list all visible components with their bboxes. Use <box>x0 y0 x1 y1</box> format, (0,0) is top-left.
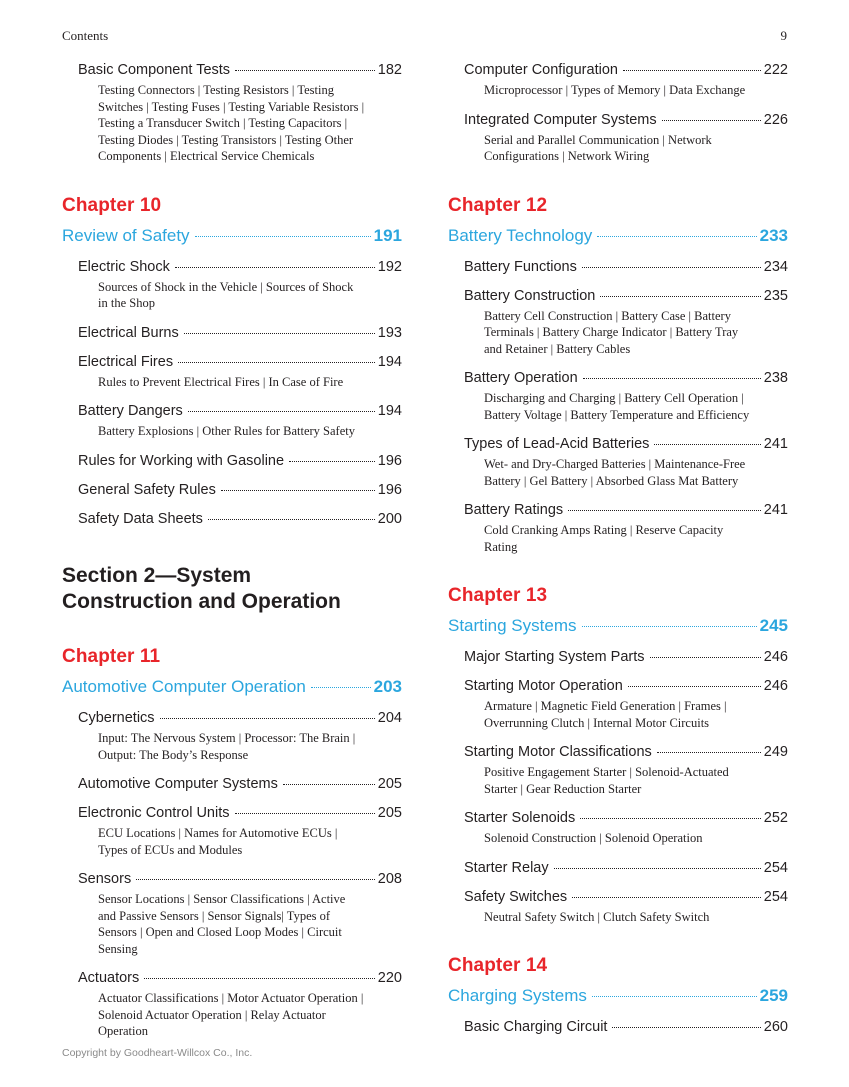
leader-dots <box>136 879 375 880</box>
toc-entry-label: General Safety Rules <box>78 481 216 498</box>
leader-dots <box>289 461 375 462</box>
leader-dots <box>597 236 756 237</box>
toc-entry[interactable] <box>464 810 788 826</box>
toc-entry-page: 200 <box>377 510 402 527</box>
leader-dots <box>184 333 375 334</box>
toc-entry[interactable] <box>464 370 788 386</box>
toc-entry-page: 249 <box>763 744 788 760</box>
leader-dots <box>188 411 375 412</box>
leader-dots <box>221 490 375 491</box>
toc-entry-page: 205 <box>377 805 402 822</box>
toc-entry-label: Starter Relay <box>464 859 549 876</box>
chapter-title-label: Battery Technology <box>448 225 593 245</box>
chapter-number-heading: Chapter 10 <box>62 194 162 216</box>
toc-subtopics: Discharging and Charging | Battery Cell Operation | Battery Voltage | Battery Temperature and Efficiency <box>484 391 750 422</box>
leader-dots <box>580 818 761 819</box>
toc-entry-label: Cybernetics <box>78 710 155 727</box>
toc-subtopics: Solenoid Construction | Solenoid Operation <box>484 831 703 845</box>
leader-dots <box>311 687 371 688</box>
chapter-title-page: 245 <box>759 616 788 635</box>
toc-subtopics: Rules to Prevent Electrical Fires | In Case of Fire <box>98 374 344 389</box>
toc-entry-label: Integrated Computer Systems <box>464 111 657 128</box>
toc-entry-page: 254 <box>763 859 788 876</box>
toc-entry-page: 192 <box>377 258 402 275</box>
toc-entry[interactable] <box>464 744 788 760</box>
toc-entry-label: Safety Data Sheets <box>78 510 203 527</box>
chapter-title-label: Starting Systems <box>448 616 577 635</box>
leader-dots <box>283 784 375 785</box>
toc-entry[interactable] <box>78 511 402 527</box>
toc-subtopics: Testing Connectors | Testing Resistors | Testing Switches | Testing Fuses | Testing Variable Resistors | Testing a Transducer Switch | Testing Capacitors | Testing Diodes | Testing Transistors | Testing Other Components | Electrical Service Chemicals <box>98 83 365 163</box>
leader-dots <box>650 657 761 658</box>
toc-subtopics: Actuator Classifications | Motor Actuator Operation | Solenoid Actuator Operation | Relay Actuator Operation <box>98 991 364 1039</box>
toc-entry-label: Basic Component Tests <box>78 62 231 78</box>
chapter-title-entry[interactable] <box>62 226 402 246</box>
leader-dots <box>195 236 371 237</box>
leader-dots <box>612 1027 760 1028</box>
leader-dots <box>235 70 375 71</box>
toc-subtopics: Sensor Locations | Sensor Classifications | Active and Passive Sensors | Sensor Signals| Types of Sensors | Open and Closed Loop Modes | Circuit Sensing <box>98 892 346 956</box>
toc-entry[interactable] <box>464 288 788 304</box>
chapter-title-label: Review of Safety <box>62 225 190 245</box>
section-heading: Section 2—System Construction and Operation <box>62 563 341 614</box>
toc-entry-page: 246 <box>763 678 788 694</box>
toc-entry[interactable] <box>464 889 788 905</box>
toc-entry-page: 241 <box>763 436 788 452</box>
toc-entry-label: Starter Solenoids <box>464 810 576 826</box>
leader-dots <box>178 362 375 363</box>
toc-entry-label: Sensors <box>78 871 132 888</box>
chapter-number-heading: Chapter 14 <box>448 955 548 976</box>
leader-dots <box>144 978 375 979</box>
chapter-title-entry[interactable] <box>448 226 788 246</box>
toc-entry-label: Battery Dangers <box>78 403 183 419</box>
toc-entry-label: Battery Construction <box>464 287 596 304</box>
toc-entry-page: 182 <box>377 62 402 78</box>
toc-entry-label: Electric Shock <box>78 258 170 275</box>
toc-entry[interactable] <box>464 678 788 694</box>
toc-entry-page: 220 <box>377 970 402 987</box>
toc-entry-label: Safety Switches <box>464 888 568 905</box>
toc-entry-page: 234 <box>763 258 788 275</box>
toc-subtopics: Input: The Nervous System | Processor: The Brain | Output: The Body’s Response <box>98 731 356 762</box>
toc-entry-label: Battery Operation <box>464 370 578 386</box>
toc-entry[interactable] <box>78 453 402 469</box>
chapter-title-entry[interactable] <box>448 986 788 1006</box>
chapter-title-entry[interactable] <box>448 616 788 636</box>
toc-entry-page: 196 <box>377 452 402 469</box>
toc-entry[interactable] <box>464 259 788 275</box>
leader-dots <box>657 752 761 753</box>
toc-entry-page: 194 <box>377 353 402 370</box>
toc-entry[interactable] <box>78 354 402 370</box>
toc-subtopics: Cold Cranking Amps Rating | Reserve Capacity Rating <box>484 523 724 554</box>
toc-entry[interactable] <box>78 482 402 498</box>
toc-entry-page: 226 <box>763 111 788 128</box>
toc-column-left <box>62 62 402 1040</box>
toc-entry-page: 246 <box>763 649 788 665</box>
toc-entry[interactable] <box>78 710 402 726</box>
leader-dots <box>592 996 757 997</box>
toc-entry-label: Automotive Computer Systems <box>78 776 278 793</box>
toc-entry[interactable] <box>78 62 402 78</box>
chapter-title-label: Automotive Computer Operation <box>62 677 306 697</box>
toc-entry[interactable] <box>78 871 402 887</box>
leader-dots <box>582 626 757 627</box>
toc-entry-page: 193 <box>377 324 402 341</box>
toc-entry-page: 204 <box>377 710 402 727</box>
toc-entry[interactable] <box>464 436 788 452</box>
toc-entry-page: 208 <box>377 871 402 888</box>
leader-dots <box>654 444 760 445</box>
toc-entry-page: 241 <box>763 502 788 518</box>
toc-entry-label: Starting Motor Operation <box>464 678 623 694</box>
toc-entry[interactable] <box>78 805 402 821</box>
toc-entry[interactable] <box>464 1019 788 1035</box>
leader-dots <box>175 267 375 268</box>
leader-dots <box>628 686 761 687</box>
leader-dots <box>572 897 761 898</box>
leader-dots <box>160 718 375 719</box>
chapter-title-page: 191 <box>373 225 402 245</box>
toc-entry[interactable] <box>78 403 402 419</box>
toc-subtopics: Microprocessor | Types of Memory | Data Exchange <box>484 83 746 97</box>
copyright-notice: Copyright by Goodheart-Willcox Co., Inc. <box>62 1047 253 1059</box>
leader-dots <box>235 813 375 814</box>
toc-entry[interactable] <box>78 259 402 275</box>
toc-entry-label: Electrical Fires <box>78 353 174 370</box>
toc-entry-label: Battery Functions <box>464 258 577 275</box>
toc-entry-label: Battery Ratings <box>464 502 564 518</box>
toc-entry-label: Rules for Working with Gasoline <box>78 452 285 469</box>
running-head: Contents <box>62 28 109 43</box>
toc-entry-page: 252 <box>763 810 788 826</box>
toc-entry-label: Major Starting System Parts <box>464 649 645 665</box>
toc-subtopics: Positive Engagement Starter | Solenoid-Actuated Starter | Gear Reduction Starter <box>484 765 729 796</box>
toc-entry-label: Types of Lead-Acid Batteries <box>464 436 650 452</box>
toc-entry[interactable] <box>464 62 788 78</box>
leader-dots <box>600 296 760 297</box>
toc-subtopics: Battery Explosions | Other Rules for Battery Safety <box>98 424 355 438</box>
chapter-number-heading: Chapter 13 <box>448 585 548 606</box>
toc-entry-page: 238 <box>763 370 788 386</box>
chapter-title-entry[interactable] <box>62 677 402 697</box>
toc-entry[interactable] <box>78 776 402 792</box>
toc-entry-page: 254 <box>763 888 788 905</box>
toc-entry-label: Basic Charging Circuit <box>464 1019 608 1035</box>
toc-subtopics: Wet- and Dry-Charged Batteries | Maintenance-Free Battery | Gel Battery | Absorbed Glass Mat Battery <box>484 457 746 488</box>
toc-subtopics: Sources of Shock in the Vehicle | Sources of Shock in the Shop <box>98 279 354 310</box>
toc-entry-label: Electrical Burns <box>78 324 179 341</box>
toc-entry-label: Computer Configuration <box>464 62 618 78</box>
chapter-number-heading: Chapter 11 <box>62 646 161 668</box>
toc-subtopics: Battery Cell Construction | Battery Case | Battery Terminals | Battery Charge Indicator | Battery Tray and Retainer | Battery Cables <box>484 308 739 356</box>
leader-dots <box>623 70 761 71</box>
leader-dots <box>583 378 761 379</box>
page-number: 9 <box>780 28 787 43</box>
chapter-title-page: 233 <box>759 225 788 245</box>
toc-entry[interactable] <box>464 860 788 876</box>
toc-entry[interactable] <box>464 502 788 518</box>
toc-subtopics: Armature | Magnetic Field Generation | Frames | Overrunning Clutch | Internal Motor Circuits <box>484 699 727 730</box>
toc-columns <box>62 62 789 1040</box>
toc-entry-page: 196 <box>377 481 402 498</box>
toc-entry-page: 222 <box>763 62 788 78</box>
toc-subtopics: Neutral Safety Switch | Clutch Safety Switch <box>484 909 710 924</box>
toc-entry-label: Electronic Control Units <box>78 805 230 822</box>
toc-subtopics: Serial and Parallel Communication | Network Configurations | Network Wiring <box>484 132 712 163</box>
toc-entry-page: 260 <box>763 1019 788 1035</box>
chapter-title-label: Charging Systems <box>448 986 587 1005</box>
toc-subtopics: ECU Locations | Names for Automotive ECUs | Types of ECUs and Modules <box>98 826 338 857</box>
toc-column-right <box>448 62 788 1040</box>
toc-entry-page: 205 <box>377 776 402 793</box>
chapter-number-heading: Chapter 12 <box>448 194 548 216</box>
toc-entry-page: 235 <box>763 287 788 304</box>
toc-entry[interactable] <box>464 649 788 665</box>
toc-entry-page: 194 <box>377 403 402 419</box>
leader-dots <box>662 120 761 121</box>
toc-entry[interactable] <box>78 970 402 986</box>
leader-dots <box>554 868 761 869</box>
toc-entry-label: Starting Motor Classifications <box>464 744 652 760</box>
toc-entry[interactable] <box>78 325 402 341</box>
leader-dots <box>208 519 375 520</box>
toc-entry[interactable] <box>464 112 788 128</box>
chapter-title-page: 259 <box>759 986 788 1005</box>
toc-entry-label: Actuators <box>78 970 140 987</box>
chapter-title-page: 203 <box>373 677 402 697</box>
leader-dots <box>568 510 761 511</box>
leader-dots <box>582 267 761 268</box>
